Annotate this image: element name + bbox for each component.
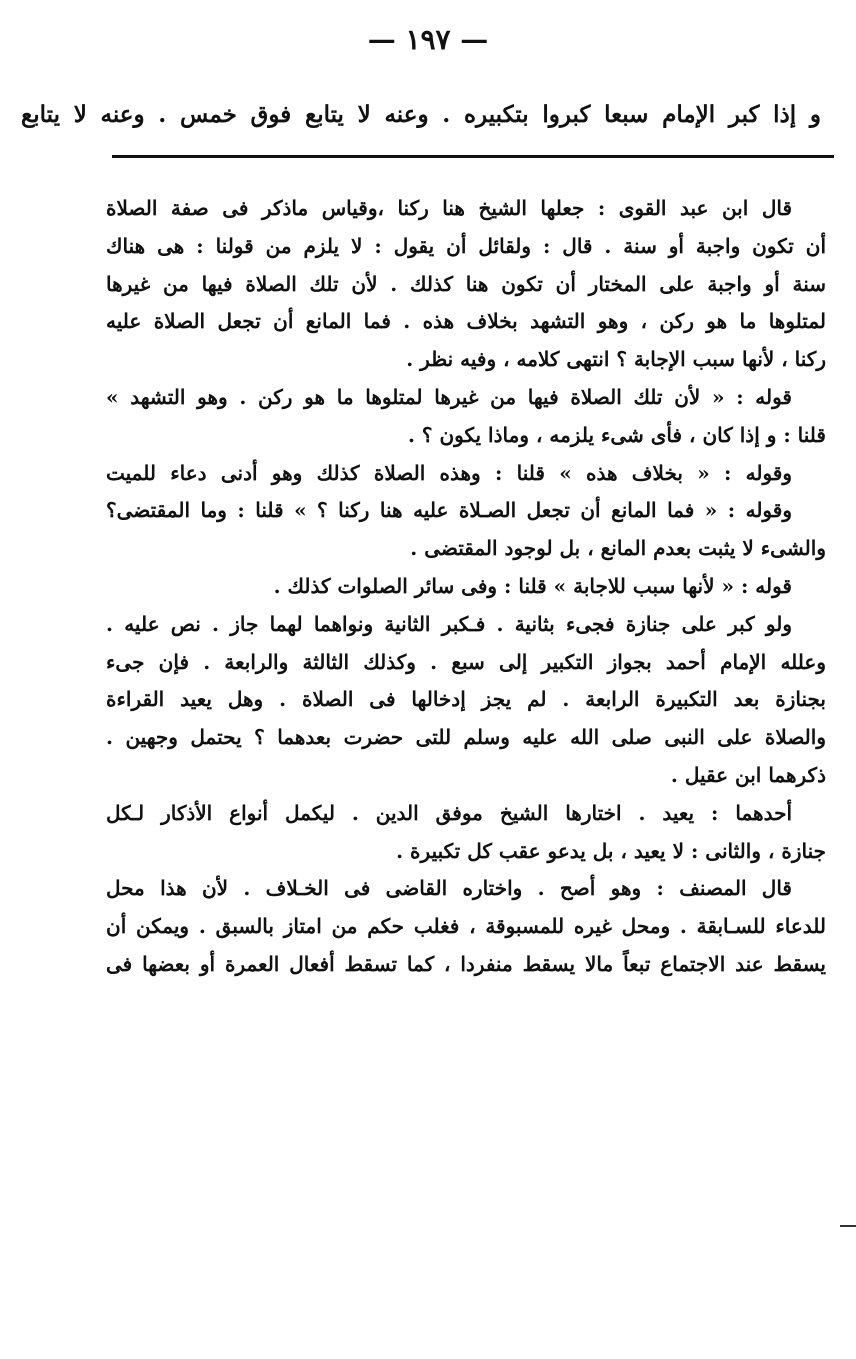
text-line: ولو كبر على جنازة فجىء بثانية . فـكبر الثانية ونواهما لهما جاز . نص عليه .	[106, 611, 792, 636]
text-line: قوله : « لأنها سبب للاجابة » قلنا : وفى سائر الصلوات كذلك .	[273, 573, 792, 598]
margin-mark	[840, 1225, 856, 1227]
text-line: بجنازة بعد التكبيرة الرابعة . لم يجز إدخالها فى الصلاة . وهل يعيد القراءة	[106, 687, 826, 712]
text-line: وقوله : « فما المانع أن تجعل الصـلاة عليه هنا ركنا ؟ » قلنا : وما المقتضى؟	[106, 498, 792, 523]
text-line: قال ابن عبد القوى : جعلها الشيخ هنا ركنا ،وقياس ماذكر فى صفة الصلاة	[106, 196, 792, 220]
text-line: لمتلوها ما هو ركن ، وهو التشهد بخلاف هذه . فما المانع أن تجعل الصلاة عليه	[106, 309, 826, 334]
text-line: أحدهما : يعيد . اختارها الشيخ موفق الدين . ليكمل أنواع الأذكار لـكل	[106, 800, 792, 825]
text-line: وعلله الإمام أحمد بجواز التكبير إلى سبع . وكذلك الثالثة والرابعة . فإن جىء	[106, 649, 826, 674]
text-line: ركنا ، لأنها سبب الإجابة ؟ انتهى كلامه ، وفيه نظر .	[406, 347, 826, 372]
text-line: جنازة ، والثانى : لا يعيد ، بل يدعو عقب كل تكبيرة .	[396, 838, 826, 863]
text-line: قلنا : و إذا كان ، فأى شىء يلزمه ، وماذا يكون ؟ .	[407, 422, 826, 447]
text-line: قوله : « لأن تلك الصلاة فيها من غيرها لمتلوها ما هو ركن . وهو التشهد »	[106, 384, 792, 409]
text-line: قال المصنف : وهو أصح . واختاره القاضى فى الخـلاف . لأن هذا محل	[106, 876, 792, 901]
text-line: يسقط عند الاجتماع تبعاً مالا يسقط منفردا ، كما تسقط أفعال العمرة أو بعضها فى	[106, 951, 826, 976]
text-line: للدعاء للسـابقة . ومحل غيره للمسبوقة ، فغلب حكم من امتاز بالسبق . ويمكن أن	[106, 914, 826, 939]
text-line: سنة أو واجبة على المختار أن تكون هنا كذلك . لأن تلك الصلاة فيها من غيرها	[106, 271, 826, 296]
page-number: — ١٩٧ —	[367, 23, 489, 56]
text-line: وقوله : « بخلاف هذه » قلنا : وهذه الصلاة كذلك وهو أدنى دعاء للميت	[106, 460, 792, 485]
text-line: أن تكون واجبة أو سنة . قال : ولقائل أن يقول : لا يلزم من قولنا : هى هناك	[106, 233, 826, 258]
commentary-body	[106, 190, 826, 984]
separator-rule	[112, 155, 834, 158]
text-line: والشىء لا يثبت بعدم المانع ، بل لوجود المقتضى .	[410, 536, 826, 561]
text-line: والصلاة على النبى صلى الله عليه وسلم للتى حضرت بعدهما ؟ يحتمل وجهين .	[106, 725, 826, 750]
footnote-continuation-line: و إذا كبر الإمام سبعا كبروا بتكبيره . وعنه لا يتابع فوق خمس . وعنه لا يتابع	[21, 101, 821, 128]
text-line: ذكرهما ابن عقيل .	[670, 762, 826, 787]
